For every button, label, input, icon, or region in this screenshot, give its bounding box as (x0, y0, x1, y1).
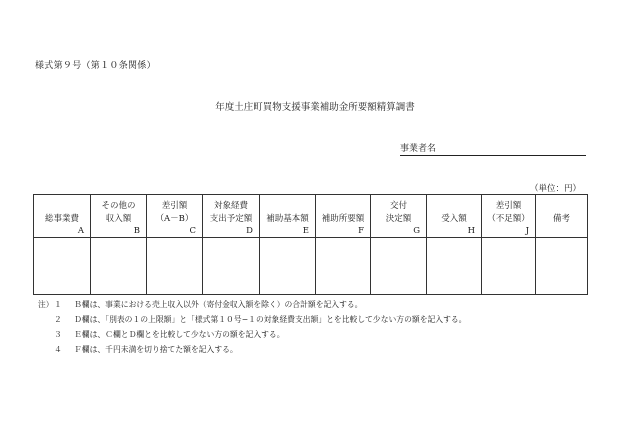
column-code: C (189, 226, 196, 236)
value-cell[interactable] (147, 238, 203, 295)
column-code: B (133, 226, 140, 236)
column-header (316, 195, 371, 238)
document-title: 年度土庄町買物支援事業補助金所要額精算調書 (215, 102, 415, 113)
column-label: 対象経費 支出予定額 (209, 201, 253, 224)
column-label: 差引額 （A－B） (155, 201, 194, 224)
note-item (38, 297, 466, 312)
column-header (34, 195, 91, 238)
note-item (38, 327, 466, 342)
column-header (91, 195, 147, 238)
column-header (203, 195, 260, 238)
column-label: その他の 収入額 (101, 201, 136, 224)
note-text: Ｆ欄は、千円未満を切り捨てた額を記入する。 (74, 345, 238, 354)
value-cell[interactable] (482, 238, 536, 295)
form-number: 様式第９号（第１０条関係） (35, 61, 156, 71)
note-number: ２ (54, 315, 62, 324)
notes-prefix: 注） (38, 300, 54, 309)
header-row (34, 195, 588, 238)
column-code: D (246, 226, 253, 236)
value-cell[interactable] (260, 238, 316, 295)
column-label: 備考 (552, 214, 570, 224)
column-header (371, 195, 427, 238)
column-label: 受入額 (441, 214, 467, 224)
settlement-table (33, 194, 588, 295)
column-code: A (77, 226, 84, 236)
note-number: ３ (54, 330, 62, 339)
column-header (482, 195, 536, 238)
column-code: F (358, 226, 364, 236)
column-label: 補助所要額 (321, 214, 365, 224)
note-text: Ｄ欄は、「別表の１の上限額」と「様式第１０号−１の対象経費支出額」とを比較して少ない方の額を記入する。 (74, 315, 467, 324)
column-label: 総事業費 (44, 214, 79, 224)
note-text: Ｅ欄は、Ｃ欄とＤ欄とを比較して少ない方の額を記入する。 (74, 330, 285, 339)
value-cell[interactable] (316, 238, 371, 295)
column-header (536, 195, 588, 238)
column-code (536, 226, 587, 237)
column-code: G (413, 226, 420, 236)
unit-label: （単位：円） (529, 184, 581, 194)
note-item (38, 342, 466, 357)
column-code: J (525, 226, 529, 236)
note-text: Ｂ欄は、事業における売上収入以外（寄付金収入額を除く）の合計額を記入する。 (74, 300, 363, 309)
value-cell[interactable] (203, 238, 260, 295)
column-header (147, 195, 203, 238)
column-label: 補助基本額 (266, 214, 309, 224)
notes-section (38, 297, 466, 357)
column-header (260, 195, 316, 238)
value-row (34, 238, 588, 295)
applicant-name-field[interactable] (400, 141, 586, 156)
column-label: 差引額 （不足額） (487, 201, 530, 224)
column-label: 交付 決定額 (385, 201, 412, 224)
value-cell[interactable] (371, 238, 427, 295)
column-header (427, 195, 482, 238)
column-code: H (467, 226, 475, 236)
note-number: ４ (54, 345, 62, 354)
value-cell[interactable] (536, 238, 588, 295)
note-item (38, 312, 466, 327)
note-number: １ (54, 300, 62, 309)
applicant-name-label: 事業者名 (400, 144, 437, 154)
column-code: E (302, 226, 309, 236)
value-cell[interactable] (34, 238, 91, 295)
value-cell[interactable] (427, 238, 482, 295)
value-cell[interactable] (91, 238, 147, 295)
